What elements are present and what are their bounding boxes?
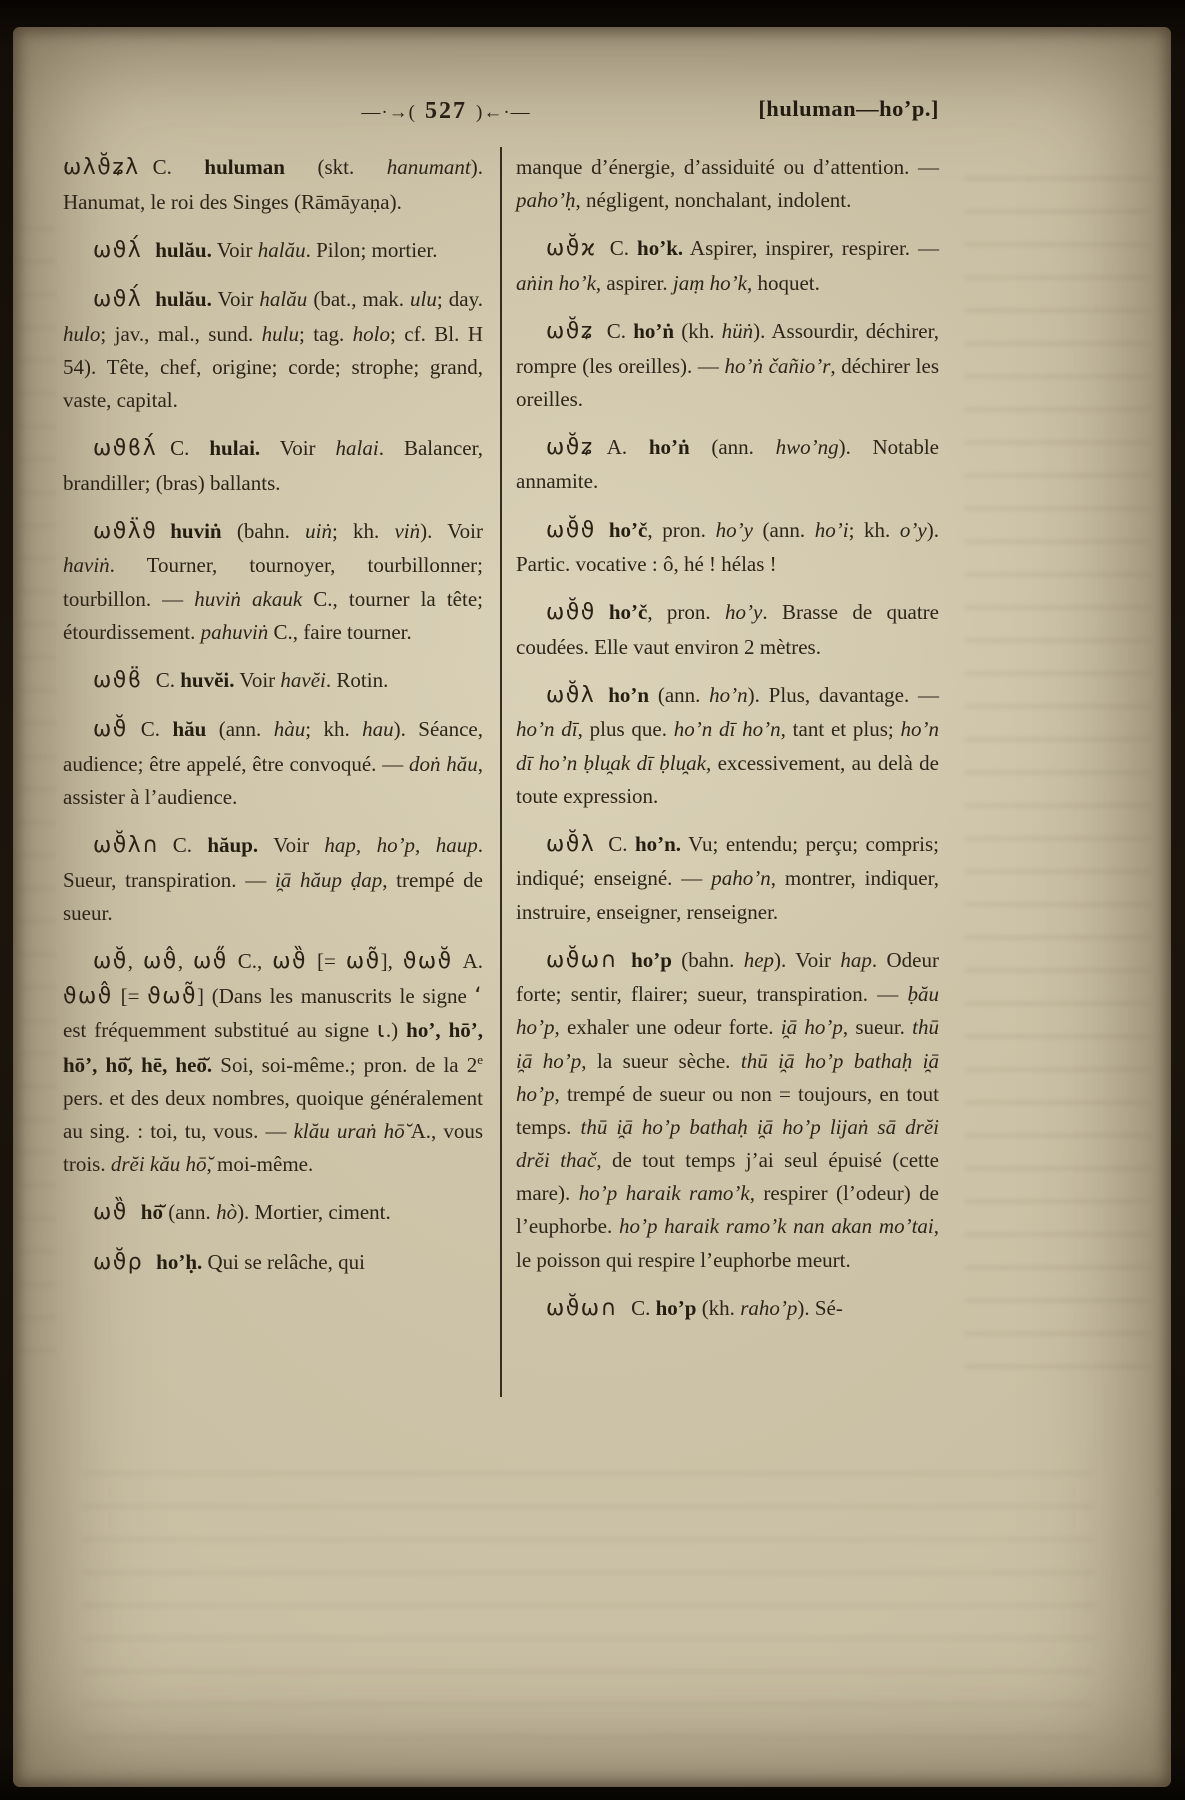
text-run: havĕi [280,667,326,692]
cham-script-glyphs: ωϑ̆ϑ [546,517,596,543]
book-page [13,27,1171,1787]
text-run: hoʼp [655,1295,697,1320]
text-run: ). Plus, davantage. — [747,682,939,707]
text-run: halai [335,436,379,461]
text-run: viṅ [394,518,421,543]
text-run: C., [227,949,273,974]
page-content [63,91,940,1321]
text-run: , de tout temps j’ai seul épuisé (cette mare). [516,1148,939,1206]
text-run: huviṅ [170,518,222,543]
ink-bleed-through-left [19,227,55,1377]
text-run: Qui se relâche, qui [202,1249,365,1274]
text-run: . Balancer, brandiller; (bras) ballants. [63,436,483,495]
dictionary-entry [63,829,483,930]
text-run: A. [606,434,649,459]
text-run: ; jav., mal., sund. [100,321,262,346]
text-run: C. [608,831,635,856]
running-head: [huluman—hoʼp.] [758,96,939,121]
text-run: , trempé de sueur. [63,867,484,925]
cham-script-glyphs: ɩ [377,1018,386,1044]
dictionary-entry [63,1196,483,1231]
text-run: hoʼp haraik ramoʼk nan akan moʼtai [618,1214,934,1239]
text-run: hoʼn. [634,831,682,856]
text-run: hoʼṅ [648,434,690,459]
text-run: holo [352,321,390,346]
text-run: hulo [63,321,101,346]
text-run: hwoʼng [775,434,839,459]
text-run: Voir [260,436,336,461]
text-run: hap [840,947,872,972]
text-run: hoʼṅ čañioʼr [724,353,831,378]
text-run: . Pilon; mortier. [305,237,438,262]
text-run: hulău. [155,237,212,262]
text-run: hoʼč [608,517,648,542]
text-run: . Odeur forte; sentir, flairer; sueur, transpiration. — [516,947,939,1007]
cham-script-glyphs: ωϑϐλ́ [93,436,158,462]
text-run: , aspirer. [595,270,673,295]
dictionary-entry [516,514,939,582]
text-run: , pron. [647,600,726,625]
text-run: (bahn. [221,518,306,543]
text-run: ; day. [436,287,483,312]
text-run: thū i̯ā hoʼp bathaḥ i̯ā hoʼp lijaṅ sā drĕi drĕi thač [516,1114,939,1173]
cham-script-glyphs: ωϑ̆λ [546,682,596,708]
text-run: drĕi kău hō̆ [110,1152,207,1177]
text-run: hulai. [209,436,261,461]
text-run: halău [257,237,306,262]
dictionary-entry [63,945,483,1181]
dictionary-entry [63,432,483,500]
text-run: halău [259,287,308,312]
text-run: ). Hanumat, le roi des Singes (Rāmāyaṇa). [63,155,483,214]
text-run: ). Mortier, ciment. [237,1200,391,1225]
text-run: thū i̯ā hoʼp bathaḥ i̯ā hoʼp [516,1048,939,1106]
dictionary-entry [63,664,483,699]
text-run: , le poisson qui respire l’euphorbe meurt. [516,1214,939,1272]
text-run: hoʼp [631,947,672,972]
cham-script-glyphs: ωϑ̆ρ [93,1249,144,1275]
dictionary-entry [63,515,483,649]
dictionary-entry [516,596,939,664]
text-run: (ann. [206,717,274,742]
text-run: hap, hoʼp, haup [324,833,478,858]
cham-script-glyphs: ωϑ̋ [193,949,228,975]
text-run: haviṅ [63,553,110,578]
cham-script-glyphs: ωϑ̆ω∩ [546,1295,619,1321]
text-run: Aspirer, inspirer, respirer. — [683,236,939,261]
page-header [63,91,939,141]
cham-script-glyphs: ϑωϑ̃ [147,983,197,1009]
page-number: 527 [425,98,467,124]
text-run: ). Séance, audience; être appelé, être convoqué. — [63,717,483,776]
text-run: A. [452,949,484,974]
text-run: manque d’énergie, d’assiduité ou d’attention. — [516,155,939,179]
text-run: hoʼḥ. [156,1249,203,1274]
text-run: thū i̯ā hoʼp [516,1015,940,1073]
text-run: ] (Dans les manuscrits le signe [197,983,475,1008]
dictionary-entry [516,679,939,813]
cham-script-glyphs: ωϑ̆ [93,949,128,975]
text-run: . Rotin. [325,667,389,692]
text-run: jaṃ hoʼk [672,270,747,295]
dictionary-entry [516,828,939,929]
text-run: aṅin hoʼk [516,270,596,295]
cham-script-glyphs: ωϑλ́ [93,287,143,313]
text-run: C., faire tourner. [268,619,412,644]
text-run: ). Assourdir, déchirer, rompre (les oreilles). — [516,319,939,378]
text-run: est fréquemment substitué au signe [63,1018,378,1043]
text-run: doṅ hău [408,751,478,776]
text-run: . Brasse de quatre coudées. Elle vaut environ 2 mètres. [516,600,939,659]
text-run: C. [172,833,208,858]
cham-script-glyphs: ωϑ̆ϰ [546,236,597,262]
text-run: hoʼṅ [633,319,675,344]
text-run: . Sueur, transpiration. — [63,833,483,892]
ornament-left: —·→( [361,102,416,123]
text-run: hău [172,717,207,742]
text-run: C. [140,717,173,742]
text-run: , hoquet. [746,270,820,295]
dictionary-entry [63,234,483,269]
text-run: .) [385,1018,407,1043]
text-run: , sueur. [842,1015,913,1040]
text-run: oʼy [899,517,927,542]
text-run: rahoʼp [740,1295,798,1320]
text-run: ). Notable annamite. [516,434,939,494]
cham-script-glyphs: ωϑ̆λ∩ [93,833,160,859]
text-run: Voir [211,237,258,262]
cham-script-glyphs: ωϑ̏ [272,949,308,975]
text-run: ). Partic. vocative : ô, hé ! hélas ! [516,517,939,577]
cham-script-glyphs: ωϑ̆ʑ [546,319,594,345]
cham-script-glyphs: ωϑλ́ [93,237,143,263]
cham-script-glyphs: ωϑ̂ [143,949,178,975]
text-run: , tant et plus; [780,717,901,742]
text-run: C. [155,667,181,692]
text-run: Voir [258,833,325,858]
text-run: (kh. [674,319,722,344]
text-run: , moi-même. [206,1152,314,1177]
text-run: hoʼ, hōʼ, hōʼ, hō̆, hē, heō̆. [63,1018,483,1077]
text-run: (ann. [752,517,815,542]
text-run: (bahn. [671,947,744,972]
dictionary-entry [516,1292,939,1327]
dictionary-entry [516,232,939,300]
text-run: hoʼk. [637,236,684,261]
dictionary-entry [516,315,939,416]
text-run: pers. et des deux nombres, quoique généralement au sing. : toi, tu, vous. — [63,1085,483,1143]
text-run: [= [307,949,346,974]
dictionary-entry [63,283,483,417]
cham-script-glyphs: ωϑ̆ω∩ [546,947,619,973]
text-run: C., tourner la tête; étourdissement. [63,586,483,644]
text-run: (kh. [696,1295,741,1320]
page-number-group [63,93,829,131]
cham-script-glyphs: ʻ [474,983,483,1009]
text-run: ḅău hoʼp [516,982,939,1040]
right-column [516,151,939,1341]
dictionary-entry [63,151,483,219]
cham-script-glyphs: ϑωϑ̆ [402,949,453,975]
text-run: hüṅ [721,319,754,344]
text-run: ; kh. [305,717,363,742]
text-run: hàu [273,717,306,742]
text-run: hoʼč [608,600,648,625]
text-run: hoʼn dī [516,717,578,742]
text-run: Vu; entendu; perçu; compris; indiqué; enseigné. — [516,831,939,891]
text-run: hoʼi [814,517,849,542]
cham-script-glyphs: ωϑ̃ [345,949,381,975]
text-run: hep [743,947,775,972]
text-run: pahuviṅ [200,619,269,644]
text-columns [63,151,939,1341]
text-run: , déchirer les oreilles. [516,353,939,411]
text-run: hulău. [155,287,212,312]
text-run: huluman [204,155,285,179]
text-run: (ann. [649,682,710,707]
text-run: C. [609,236,638,261]
cham-script-glyphs: ωϑϐ̈ [93,667,143,693]
text-run: e [477,1051,483,1067]
text-run: A., vous trois. [63,1118,484,1177]
text-run: C. [631,1295,656,1320]
cham-script-glyphs: ωϑ̆ϑ [546,600,596,626]
text-run: i̯ā hoʼp [780,1015,843,1040]
cham-script-glyphs: ϑωϑ̂ [63,983,113,1009]
entry-continuation [516,151,939,217]
text-run: hoʼy [725,600,763,625]
text-run: C. [606,319,634,344]
text-run: ], [380,949,403,974]
left-column [63,151,483,1341]
text-run: hoʼn [709,682,748,707]
cham-script-glyphs: ωλϑ̆ʑλ [63,155,140,180]
text-run: ; cf. Bl. H 54). Tête, chef, origine; corde; strophe; grand, vaste, capital. [63,321,483,413]
text-run: (bat., mak. [307,287,411,312]
text-run: hanumant [386,155,471,179]
cham-script-glyphs: ωϑ̆ [93,717,128,743]
text-run: (ann. [689,434,776,459]
text-run: hoʼn dī hoʼn ḅlu̯ak dī ḅlu̯ak [516,717,939,775]
text-run: ; tag. [299,321,353,346]
text-run: , négligent, nonchalant, indolent. [575,188,852,213]
text-run: hoʼn dī hoʼn [673,717,781,742]
text-run: , trempé de sueur ou non = toujours, en tout temps. [516,1081,939,1139]
text-run: C. [152,155,205,179]
text-run: , [127,949,144,974]
text-run: ). Sé- [797,1295,843,1320]
text-run: ; kh. [331,518,395,543]
text-run: , la sueur sèche. [581,1048,741,1073]
text-run: . Tourner, tournoyer, tourbillonner; tourbillon. — [63,553,483,611]
text-run: huviṅ akauk [194,586,303,611]
text-run: Voir [234,667,281,692]
text-run: Voir [211,287,260,312]
text-run: (skt. [284,155,387,179]
dictionary-entry [516,431,939,499]
ink-bleed-through-bottom [83,1472,1093,1762]
text-run: , assister à l’audience. [63,751,483,810]
ink-bleed-through-right [965,177,1151,1387]
text-run: hăup. [207,833,259,858]
cham-script-glyphs: ωϑ̆ʑ [546,434,594,460]
text-run: ). Voir [420,518,483,543]
text-run: hoʼn [608,682,650,707]
ornament-right: )←·— [476,102,531,123]
text-run: ulu [410,287,437,312]
text-run: klău uraṅ hō̆ [293,1118,405,1143]
text-run: hoʼy [715,517,753,542]
text-run: , montrer, indiquer, instruire, enseigner, renseigner. [516,866,939,924]
cham-script-glyphs: ωϑλ̈ϑ [93,518,158,544]
text-run: , [177,949,194,974]
text-run: , excessivement, au delà de toute expression. [516,750,939,808]
text-run: Soi, soi-même.; pron. de la 2 [212,1052,478,1077]
dictionary-entry [516,944,939,1277]
dictionary-entry [63,713,483,814]
text-run: , pron. [647,517,716,542]
text-run: hau [362,717,394,742]
text-run: ; kh. [848,517,900,542]
text-run: , plus que. [577,717,674,742]
text-run: hoʼp haraik ramoʼk [578,1181,750,1206]
cham-script-glyphs: ωϑ̏ [93,1200,128,1226]
text-run: huvĕi. [180,667,235,692]
text-run: i̯ā hăup ḍap [274,867,383,892]
text-run: hulu [261,321,300,346]
text-run: , respirer (l’odeur) de l’euphorbe. [516,1181,939,1239]
text-run: pahoʼḥ [516,188,576,213]
text-run: hō̆ [140,1200,163,1225]
text-run: ). Voir [774,947,841,972]
text-run: C. [170,436,210,461]
text-run: , exhaler une odeur forte. [554,1015,781,1040]
text-run: [= [112,983,148,1008]
dictionary-entry [63,1246,483,1281]
text-run: uiṅ [305,518,332,543]
text-run: (ann. [162,1200,217,1225]
cham-script-glyphs: ωϑ̆λ [546,831,596,857]
text-run: pahoʼn [711,866,771,891]
text-run: hò [216,1200,238,1225]
